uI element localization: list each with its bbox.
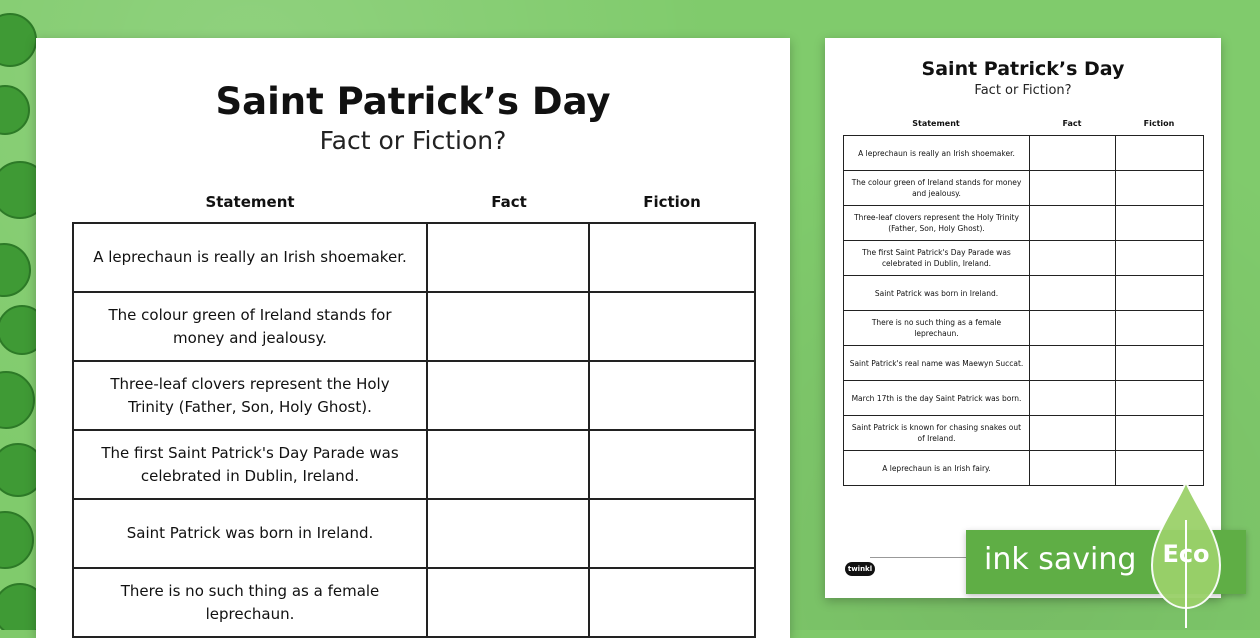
statement-header: Statement bbox=[205, 193, 295, 211]
fact-cell bbox=[1030, 171, 1116, 206]
fact-cell[interactable] bbox=[427, 568, 589, 637]
statement-cell: Saint Patrick's real name was Maewyn Succat. bbox=[844, 346, 1030, 381]
worksheet-subtitle: Fact or Fiction? bbox=[319, 126, 507, 155]
table-row bbox=[844, 241, 1204, 276]
fiction-cell[interactable] bbox=[589, 361, 755, 430]
fact-cell bbox=[1030, 346, 1116, 381]
preview-title: Saint Patrick’s Day bbox=[921, 58, 1125, 80]
table-row bbox=[844, 311, 1204, 346]
fact-cell[interactable] bbox=[427, 361, 589, 430]
fiction-cell[interactable] bbox=[589, 499, 755, 568]
worksheet-page bbox=[36, 38, 790, 638]
fact-cell bbox=[1030, 416, 1116, 451]
preview-fiction-header: Fiction bbox=[1143, 119, 1175, 128]
table-row bbox=[844, 416, 1204, 451]
fact-cell bbox=[1030, 136, 1116, 171]
table-row bbox=[844, 346, 1204, 381]
fiction-cell bbox=[1116, 171, 1204, 206]
fiction-cell[interactable] bbox=[589, 223, 755, 292]
worksheet-title: Saint Patrick’s Day bbox=[215, 80, 611, 123]
statement-cell: A leprechaun is really an Irish shoemaker. bbox=[844, 136, 1030, 171]
fact-cell bbox=[1030, 311, 1116, 346]
fiction-cell bbox=[1116, 206, 1204, 241]
fact-cell[interactable] bbox=[427, 223, 589, 292]
statement-cell: There is no such thing as a female leprechaun. bbox=[73, 568, 427, 637]
statement-cell: Saint Patrick is known for chasing snakes out of Ireland. bbox=[844, 416, 1030, 451]
preview-statements-table bbox=[843, 135, 1204, 486]
table-row bbox=[73, 361, 755, 430]
table-row bbox=[73, 430, 755, 499]
statement-cell: Three-leaf clovers represent the Holy Trinity (Father, Son, Holy Ghost). bbox=[73, 361, 427, 430]
statement-cell: Saint Patrick was born in Ireland. bbox=[844, 276, 1030, 311]
fact-cell bbox=[1030, 451, 1116, 486]
preview-subtitle: Fact or Fiction? bbox=[974, 83, 1072, 98]
statement-cell: Three-leaf clovers represent the Holy Trinity (Father, Son, Holy Ghost). bbox=[844, 206, 1030, 241]
statement-cell: Saint Patrick was born in Ireland. bbox=[73, 499, 427, 568]
statement-cell: The colour green of Ireland stands for money and jealousy. bbox=[844, 171, 1030, 206]
ink-saving-label: ink saving bbox=[984, 542, 1137, 577]
fiction-cell bbox=[1116, 276, 1204, 311]
fiction-cell[interactable] bbox=[589, 292, 755, 361]
statement-cell: A leprechaun is really an Irish shoemaker. bbox=[73, 223, 427, 292]
fiction-cell bbox=[1116, 311, 1204, 346]
fact-cell bbox=[1030, 381, 1116, 416]
statement-cell: The first Saint Patrick's Day Parade was celebrated in Dublin, Ireland. bbox=[844, 241, 1030, 276]
fact-cell[interactable] bbox=[427, 499, 589, 568]
table-row bbox=[844, 206, 1204, 241]
table-row bbox=[844, 136, 1204, 171]
fiction-cell[interactable] bbox=[589, 568, 755, 637]
table-row bbox=[73, 223, 755, 292]
table-row bbox=[73, 499, 755, 568]
fiction-cell[interactable] bbox=[589, 430, 755, 499]
statement-cell: March 17th is the day Saint Patrick was born. bbox=[844, 381, 1030, 416]
eco-label: Eco bbox=[1162, 540, 1210, 568]
fiction-cell bbox=[1116, 381, 1204, 416]
fact-cell bbox=[1030, 206, 1116, 241]
preview-statement-header: Statement bbox=[912, 119, 960, 128]
fiction-cell bbox=[1116, 136, 1204, 171]
statements-table bbox=[72, 222, 756, 638]
table-row bbox=[73, 568, 755, 637]
fact-cell[interactable] bbox=[427, 292, 589, 361]
statement-cell: A leprechaun is an Irish fairy. bbox=[844, 451, 1030, 486]
fiction-cell bbox=[1116, 346, 1204, 381]
table-row bbox=[844, 171, 1204, 206]
fact-cell[interactable] bbox=[427, 430, 589, 499]
fiction-cell bbox=[1116, 416, 1204, 451]
statement-cell: There is no such thing as a female leprechaun. bbox=[844, 311, 1030, 346]
statement-cell: The first Saint Patrick's Day Parade was celebrated in Dublin, Ireland. bbox=[73, 430, 427, 499]
twinkl-logo: twinkl bbox=[845, 562, 875, 576]
fiction-cell bbox=[1116, 241, 1204, 276]
fact-cell bbox=[1030, 276, 1116, 311]
table-row bbox=[844, 276, 1204, 311]
table-row bbox=[844, 381, 1204, 416]
preview-fact-header: Fact bbox=[1062, 119, 1082, 128]
fact-cell bbox=[1030, 241, 1116, 276]
table-row bbox=[73, 292, 755, 361]
fiction-header: Fiction bbox=[643, 193, 701, 211]
statement-cell: The colour green of Ireland stands for money and jealousy. bbox=[73, 292, 427, 361]
fact-header: Fact bbox=[491, 193, 527, 211]
